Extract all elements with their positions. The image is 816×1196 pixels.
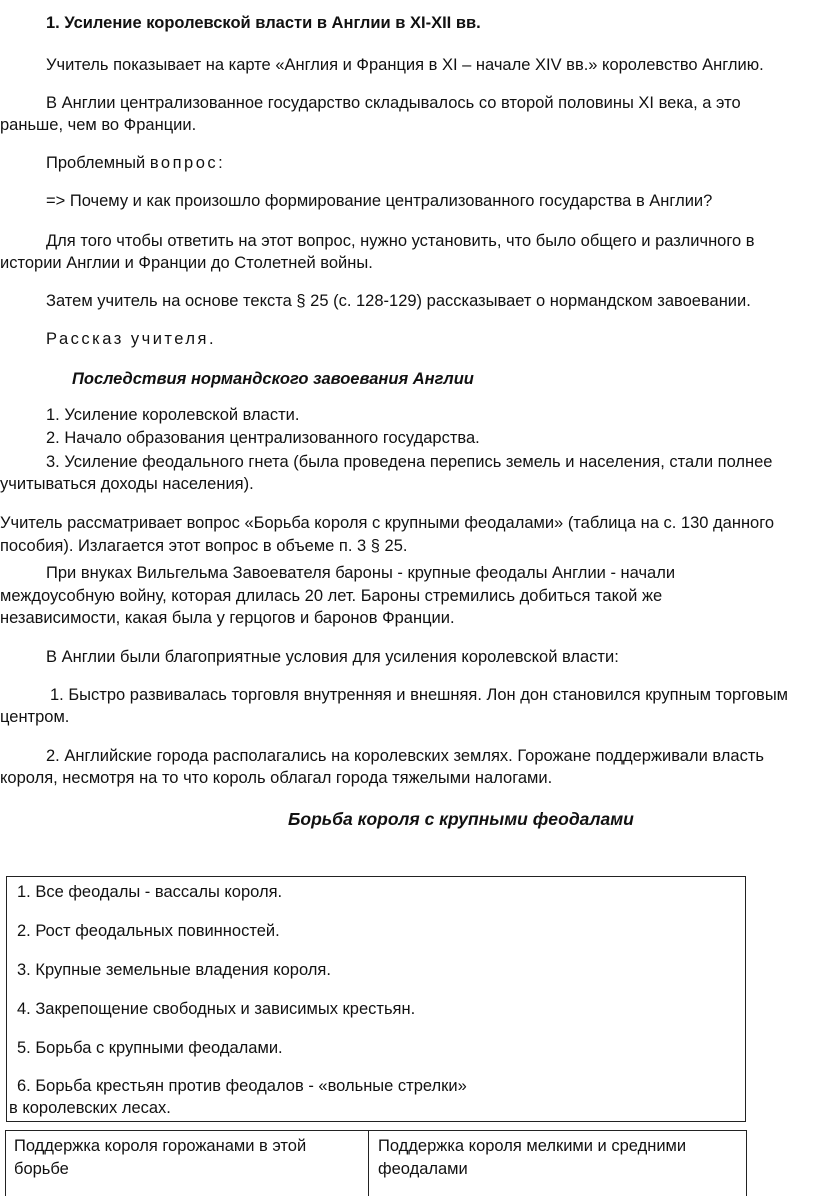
table-two-columns — [5, 1130, 747, 1196]
question: => Почему и как произошло формирование централизованного государства в Англии? — [46, 192, 713, 210]
paragraph: В Англии были благоприятные условия для усиления королевской власти: — [46, 648, 619, 666]
paragraph: При внуках Вильгельма Завоевателя бароны - крупные феодалы Англии - начали — [46, 564, 676, 582]
paragraph: Затем учитель на основе текста § 25 (с. 128-129) рассказывает о нормандском завоевании. — [46, 292, 751, 310]
table-row: 5. Борьба с крупными феодалами. — [17, 1039, 283, 1057]
table-row: 6. Борьба крестьян против феодалов - «вольные стрелки» — [17, 1077, 467, 1095]
list-item: 2. Английские города располагались на королевских землях. Горожане поддерживали власть — [46, 747, 764, 765]
list-item: 3. Усиление феодального гнета (была проведена перепись земель и населения, стали полнее — [46, 453, 773, 471]
list-item: короля, несмотря на то что король облагал города тяжелыми налогами. — [0, 769, 553, 787]
paragraph: Учитель рассматривает вопрос «Борьба короля с крупными феодалами» (таблица на с. 130 данного — [0, 514, 775, 532]
table-cell-left: Поддержка короля горожанами в этой борьбе — [14, 1137, 307, 1178]
subtitle: Последствия нормандского завоевания Англии — [72, 370, 474, 388]
table-row: 2. Рост феодальных повинностей. — [17, 922, 280, 940]
section-heading: 1. Усиление королевской власти в Англии в XI-XII вв. — [46, 14, 481, 32]
list-item: 2. Начало образования централизованного государства. — [46, 429, 480, 447]
paragraph: независимости, какая была у герцогов и баронов Франции. — [0, 609, 455, 627]
problem-question-label: Проблемный вопрос: — [46, 154, 226, 172]
paragraph: Для того чтобы ответить на этот вопрос, нужно установить, что было общего и различного в — [46, 232, 755, 250]
table-box — [6, 876, 746, 1122]
paragraph: истории Англии и Франции до Столетней войны. — [0, 254, 373, 272]
list-item: 1. Быстро развивалась торговля внутренняя и внешняя. Лон дон становился крупным торговым — [50, 686, 789, 704]
table-row-continuation: в королевских лесах. — [9, 1099, 171, 1117]
table-row: 3. Крупные земельные владения короля. — [17, 961, 331, 979]
story-label: Рассказ учителя. — [46, 330, 217, 348]
paragraph: раньше, чем во Франции. — [0, 116, 197, 134]
list-item: учитываться доходы населения). — [0, 475, 254, 493]
paragraph: междоусобную войну, которая длилась 20 лет. Бароны стремились добиться такой же — [0, 587, 663, 605]
table-cell-right: Поддержка короля мелкими и средними феодалами — [378, 1137, 687, 1178]
column-divider — [368, 1131, 369, 1196]
subtitle: Борьба короля с крупными феодалами — [288, 809, 634, 829]
table-row: 1. Все феодалы - вассалы короля. — [17, 883, 283, 901]
table-row: 4. Закрепощение свободных и зависимых крестьян. — [17, 1000, 416, 1018]
list-item: центром. — [0, 708, 70, 726]
paragraph: пособия). Излагается этот вопрос в объеме п. 3 § 25. — [0, 537, 408, 555]
paragraph: В Англии централизованное государство складывалось со второй половины XI века, а это — [46, 94, 741, 112]
list-item: 1. Усиление королевской власти. — [46, 406, 300, 424]
paragraph: Учитель показывает на карте «Англия и Франция в XI – начале XIV вв.» королевство Англию. — [46, 56, 764, 74]
